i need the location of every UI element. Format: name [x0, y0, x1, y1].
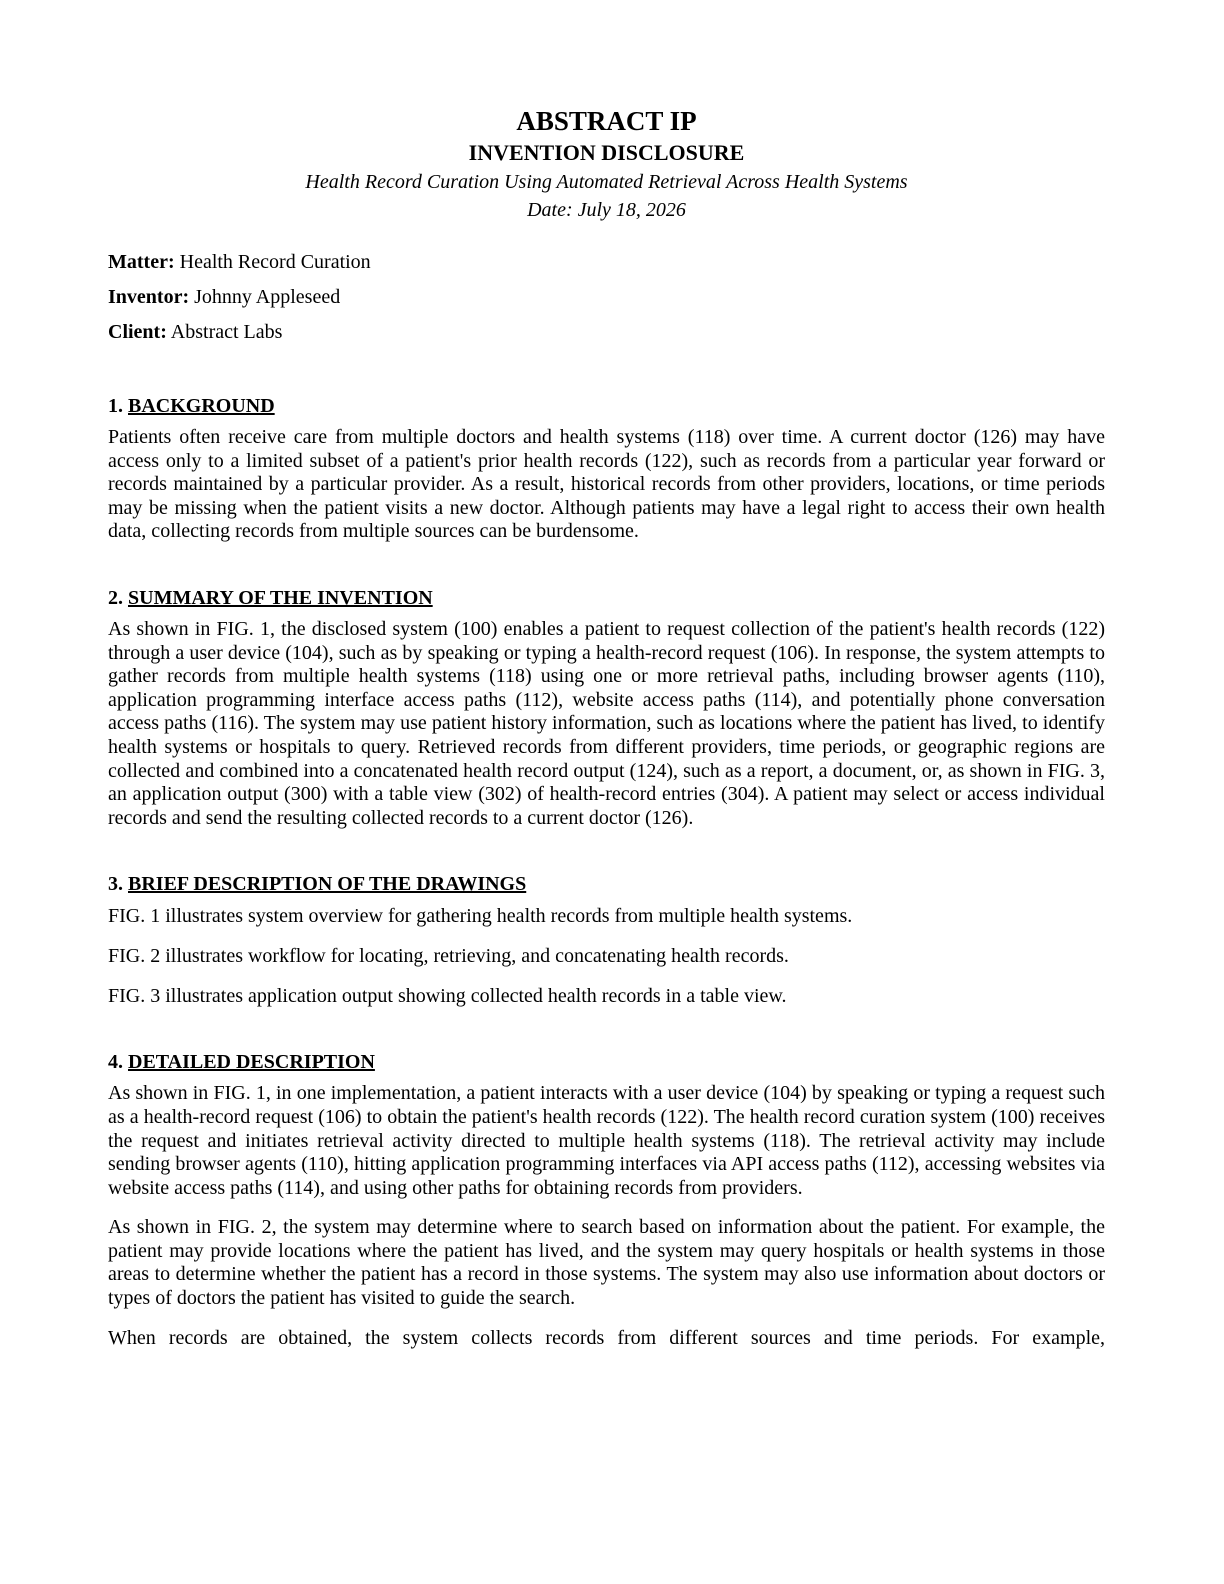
section-title: BRIEF DESCRIPTION OF THE DRAWINGS — [128, 873, 527, 896]
paragraph: As shown in FIG. 1, in one implementation, a patient interacts with a user device (104) by speaking or typing a request such as a health-record request (106) to obtain the patient's health records (122). The health record curation system (100) receives the request and initiates retrieval activity directed to multiple health systems (118). The retrieval activity may include sending browser agents (110), hitting application programming interfaces via API access paths (112), accessing websites via website access paths (114), and using other paths for obtaining records from providers. — [108, 1082, 1105, 1199]
section-number: 2. — [108, 586, 123, 609]
inventor-value: Johnny Appleseed — [194, 286, 341, 308]
matter-line — [108, 250, 1105, 274]
matter-value: Health Record Curation — [179, 251, 371, 273]
inventor-label: Inventor: — [108, 286, 190, 308]
section-heading — [108, 872, 1105, 896]
client-line — [108, 320, 1105, 344]
section-title: BACKGROUND — [128, 395, 275, 417]
section-number: 1. — [108, 395, 123, 417]
section-drawings — [108, 872, 1105, 1008]
section-background — [108, 394, 1105, 544]
paragraph: Patients often receive care from multiple doctors and health systems (118) over time. A current doctor (126) may have access only to a limited subset of a patient's prior health records (122), such as records from a particular year forward or records maintained by a particular provider. As a result, historical records from other providers, locations, or time periods may be missing when the patient visits a new doctor. Although patients may have a legal right to access their own health data, collecting records from multiple sources can be burdensome. — [108, 426, 1105, 543]
client-value: Abstract Labs — [170, 321, 283, 343]
client-label: Client: — [108, 321, 167, 343]
section-summary — [108, 586, 1105, 830]
section-title: DETAILED DESCRIPTION — [128, 1051, 375, 1074]
matter-details — [108, 250, 1105, 344]
section-title: SUMMARY OF THE INVENTION — [128, 586, 433, 609]
document-subtitle: INVENTION DISCLOSURE — [468, 140, 745, 165]
document-title: ABSTRACT IP — [516, 106, 697, 136]
paragraph: When records are obtained, the system collects records from different sources and time periods. For example, — [108, 1326, 1105, 1349]
inventor-line — [108, 285, 1105, 309]
matter-label: Matter: — [108, 251, 175, 273]
section-detailed-description — [108, 1050, 1105, 1350]
document-date: Date: July 18, 2026 — [527, 199, 686, 221]
figure-description: FIG. 1 illustrates system overview for gathering health records from multiple health systems. — [108, 905, 853, 928]
section-heading — [108, 394, 1105, 418]
section-number: 3. — [108, 873, 123, 896]
section-heading — [108, 586, 1105, 610]
figure-description: FIG. 3 illustrates application output showing collected health records in a table view. — [108, 985, 787, 1008]
invention-title: Health Record Curation Using Automated Retrieval Across Health Systems — [305, 171, 908, 193]
section-heading — [108, 1050, 1105, 1074]
section-number: 4. — [108, 1051, 123, 1074]
paragraph: As shown in FIG. 1, the disclosed system (100) enables a patient to request collection of the patient's health records (122) through a user device (104), such as by speaking or typing a health-record request (106). In response, the system attempts to gather records from multiple health systems (118) using one or more retrieval paths, including browser agents (110), application programming interface access paths (112), website access paths (114), and potentially phone conversation access paths (116). The system may use patient history information, such as locations where the patient has lived, to identify health systems or hospitals to query. Retrieved records from different providers, time periods, or geographic regions are collected and combined into a concatenated health record output (124), such as a report, a document, or, as shown in FIG. 3, an application output (300) with a table view (302) of health-record entries (304). A patient may select or access individual records and send the resulting collected records to a current doctor (126). — [108, 617, 1105, 829]
figure-description: FIG. 2 illustrates workflow for locating, retrieving, and concatenating health records. — [108, 945, 789, 968]
paragraph: As shown in FIG. 2, the system may determine where to search based on information about the patient. For example, the patient may provide locations where the patient has lived, and the system may query hospitals or health systems in those areas to determine whether the patient has a record in those systems. The system may also use information about doctors or types of doctors the patient has visited to guide the search. — [108, 1216, 1105, 1310]
document-page — [108, 104, 1105, 1366]
